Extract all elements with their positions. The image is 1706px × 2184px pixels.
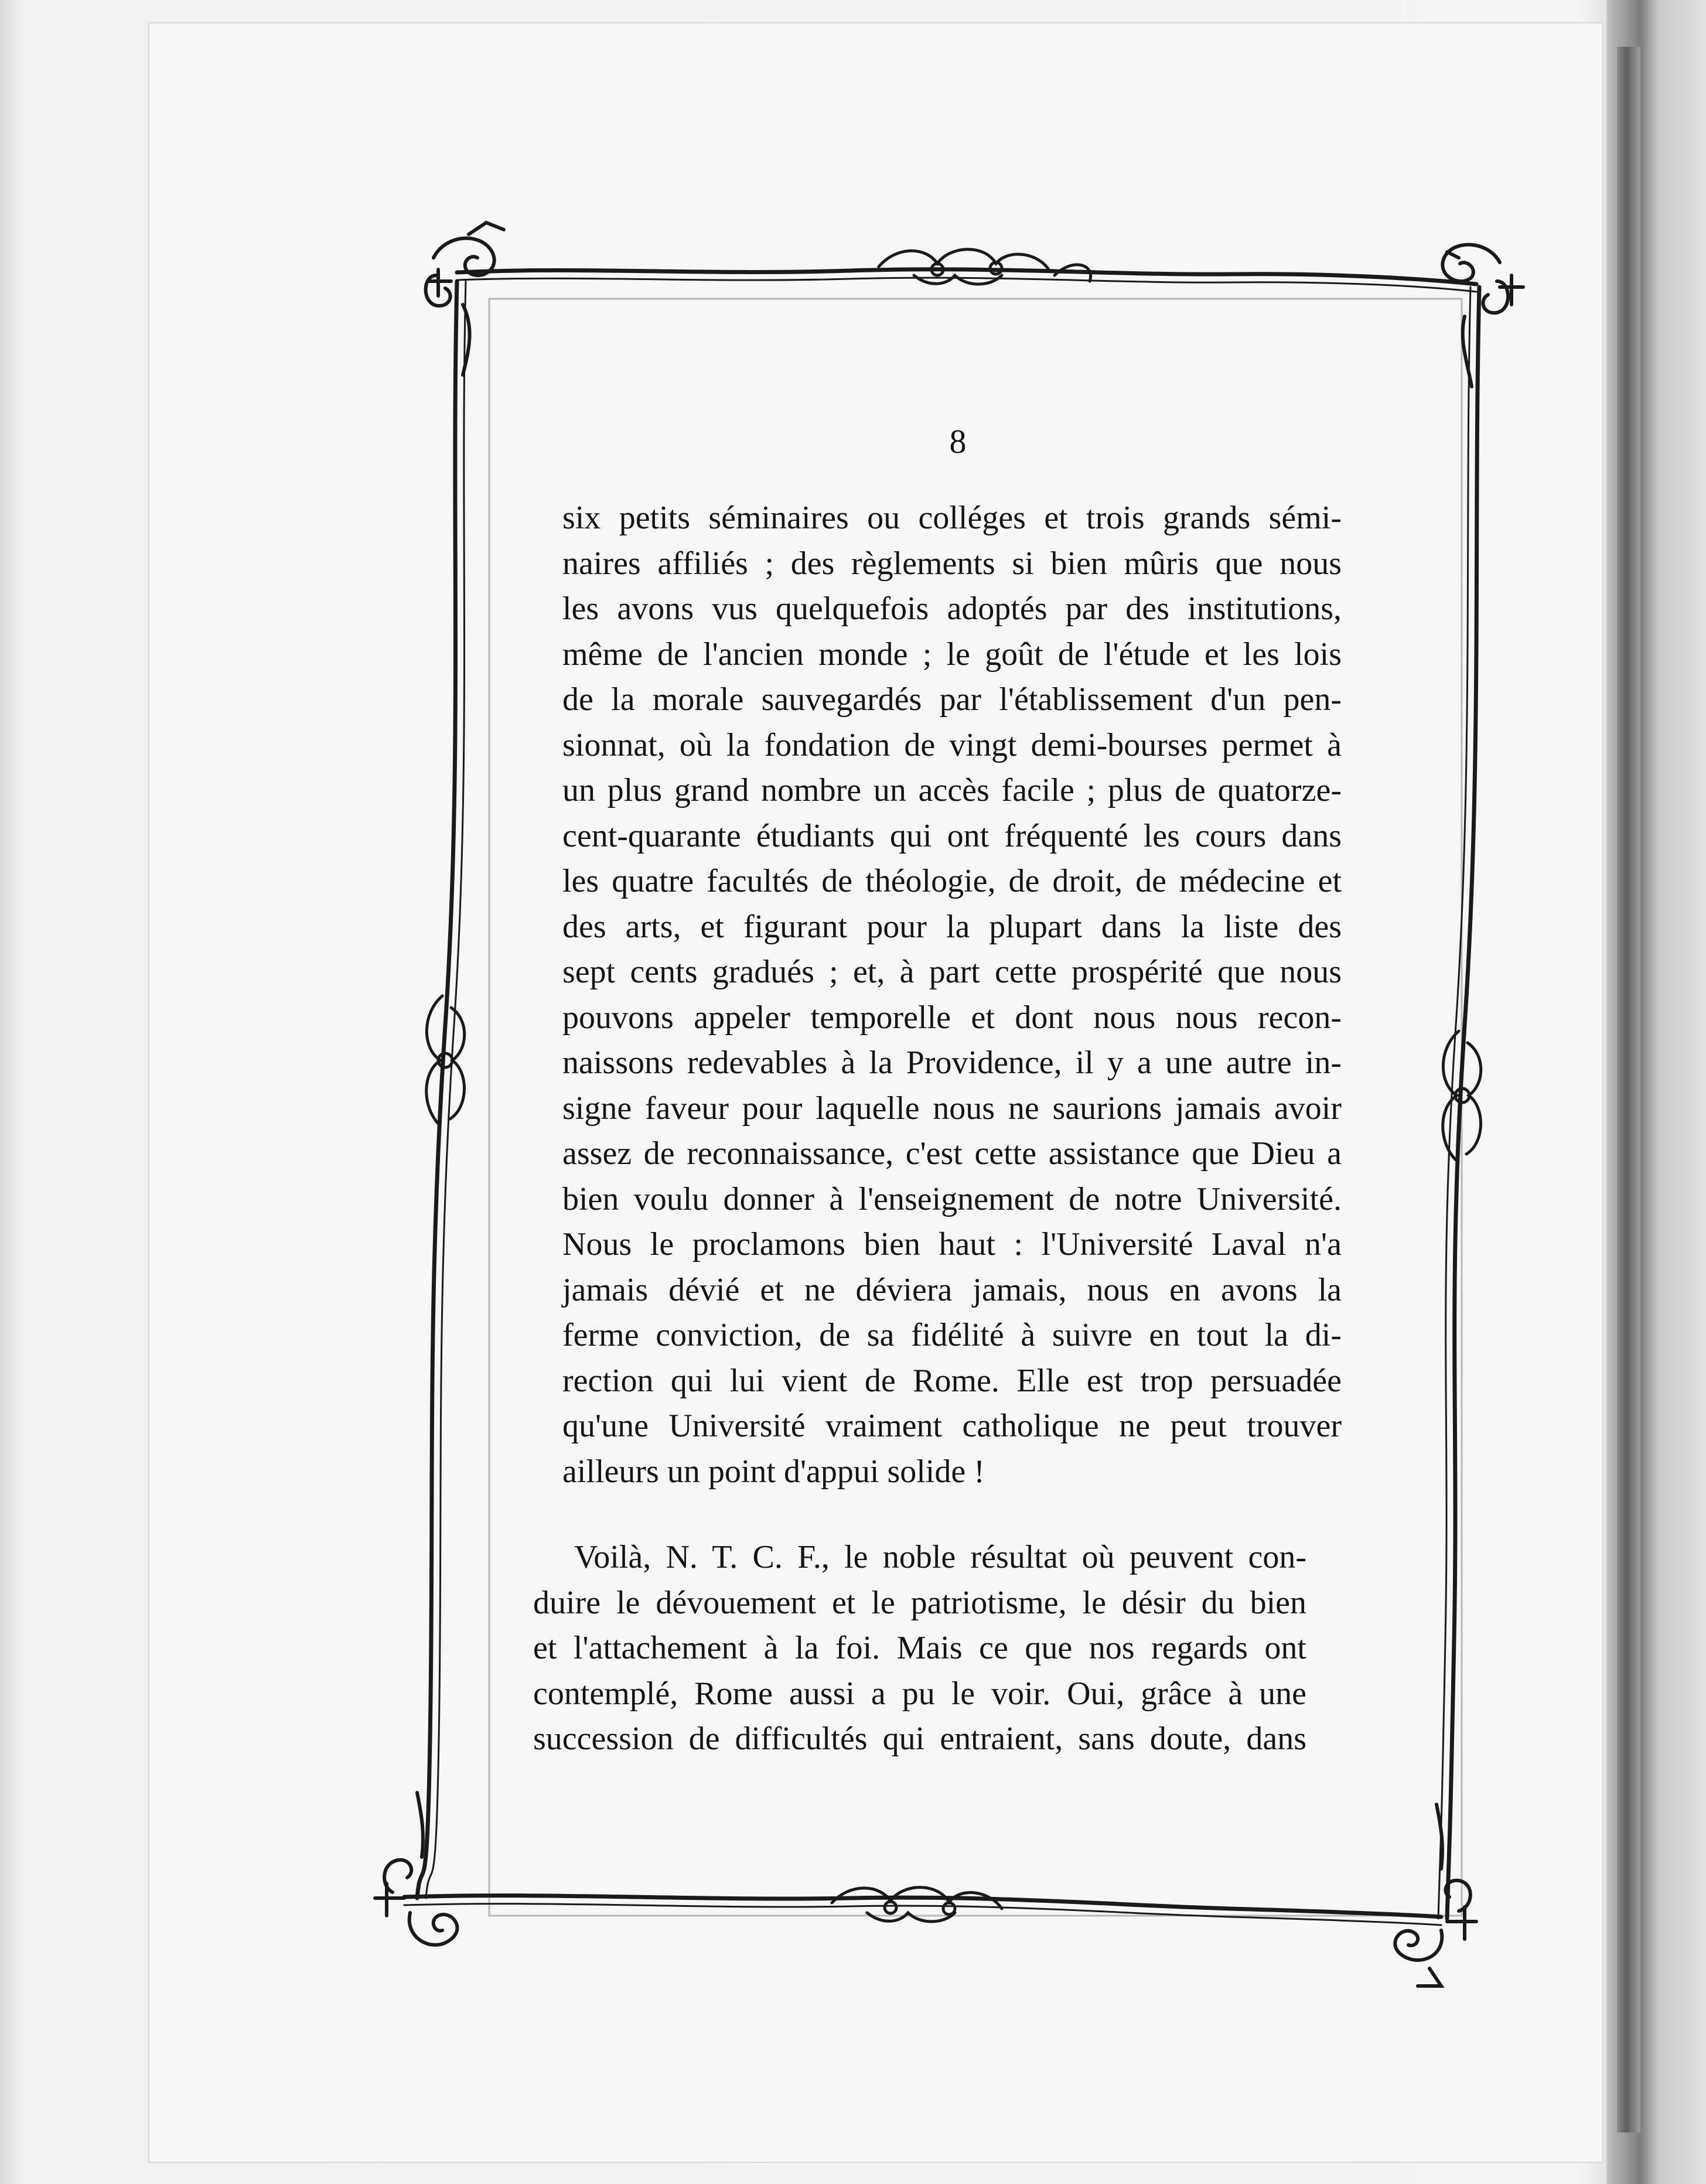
text-line: ferme conviction, de sa fidélité à suivre en tout la di- [562, 1317, 1342, 1353]
text-line: qu'une Université vraiment catholique ne peut trouver [562, 1408, 1342, 1444]
text-line: sept cents gradués ; et, à part cette prospérité que nous [562, 954, 1342, 990]
text-line: naissons redevables à la Providence, il y a une autre in- [562, 1045, 1342, 1081]
text-line: succession de difficultés qui entraient, sans doute, dans [533, 1721, 1306, 1757]
text-line: un plus grand nombre un accès facile ; plus de quatorze- [562, 772, 1342, 808]
text-line: ailleurs un point d'appui solide ! [562, 1453, 985, 1490]
text-line: naires affiliés ; des règlements si bien mûris que nous [562, 545, 1342, 582]
text-line: même de l'ancien monde ; le goût de l'étude et les lois [562, 636, 1342, 673]
text-line: Nous le proclamons bien haut : l'Université Laval n'a [562, 1226, 1342, 1262]
text-line: et l'attachement à la foi. Mais ce que nos regards ont [533, 1630, 1306, 1666]
text-line: duire le dévouement et le patriotisme, le désir du bien [533, 1584, 1306, 1621]
page-number: 8 [949, 422, 967, 460]
corner-ornament-bottom-left [375, 1793, 457, 1945]
text-line: Voilà, N. T. C. F., le noble résultat où peuvent con- [574, 1539, 1306, 1575]
text-line: cent-quarante étudiants qui ont fréquenté les cours dans [562, 817, 1342, 854]
paragraph-1 [562, 496, 1342, 1494]
text-line: rection qui lui vient de Rome. Elle est trop persuadée [562, 1362, 1342, 1399]
corner-ornament-bottom-right [1395, 1804, 1476, 1986]
text-line: signe faveur pour laquelle nous ne saurions jamais avoir [562, 1090, 1342, 1127]
text-line: des arts, et figurant pour la plupart dans la liste des [562, 908, 1342, 945]
text-line: pouvons appeler temporelle et dont nous nous recon- [562, 999, 1342, 1036]
text-line: les quatre facultés de théologie, de droit, de médecine et [562, 863, 1342, 899]
corner-ornament-top-right [1442, 245, 1523, 387]
text-line: de la morale sauvegardés par l'établissement d'un pen- [562, 681, 1342, 718]
text-line: contemplé, Rome aussi a pu le voir. Oui, grâce à une [533, 1675, 1306, 1712]
text-line: assez de reconnaissance, c'est cette assistance que Dieu a [562, 1135, 1342, 1172]
text-line: sionnat, où la fondation de vingt demi-bourses permet à [562, 726, 1342, 763]
text-line: six petits séminaires ou colléges et trois grands sémi- [562, 500, 1342, 536]
text-line: bien voulu donner à l'enseignement de notre Université. [562, 1180, 1342, 1217]
paragraph-2 [533, 1535, 1306, 1762]
text-line: les avons vus quelquefois adoptés par des institutions, [562, 591, 1342, 627]
text-line: jamais dévié et ne déviera jamais, nous en avons la [562, 1271, 1342, 1308]
